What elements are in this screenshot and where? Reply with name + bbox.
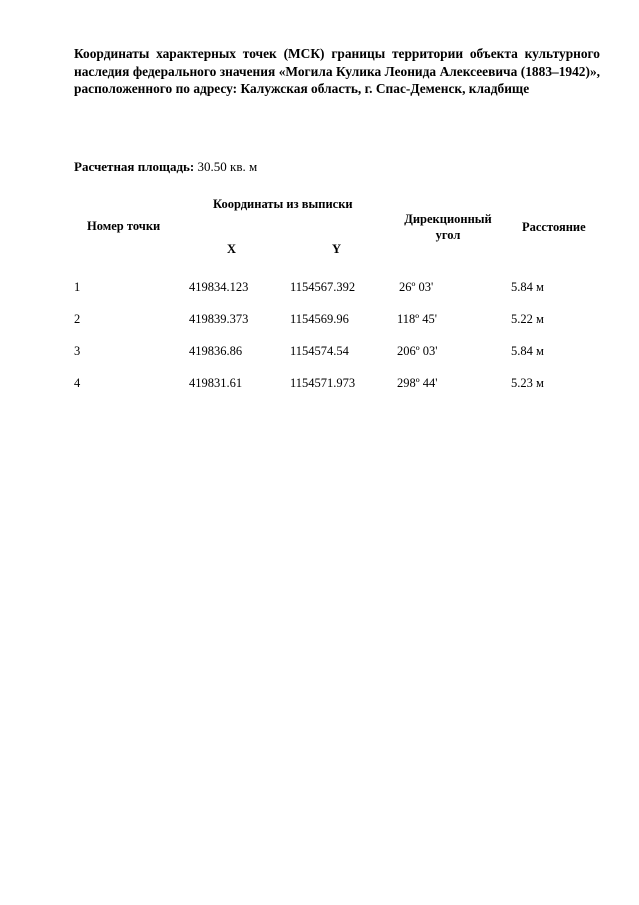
header-x: X (227, 242, 237, 256)
document-title: Координаты характерных точек (МСК) границы территории объекта культурного наследия федерального значения «Могила Кулика Леонида Алексеевича (1883–1942)», расположенного по адресу: Калужская область, г. Спас-Деменск, кладбище (74, 46, 600, 96)
header-direction-angle-line1: Дирекционный (404, 212, 492, 226)
table-cell-y: 1154569.96 (290, 312, 349, 326)
header-direction-angle-line2: угол (435, 228, 461, 242)
table-cell-y: 1154574.54 (290, 344, 349, 358)
table-cell-angle: 206º 03' (397, 344, 438, 358)
table-cell-x: 419839.373 (189, 312, 249, 326)
table-cell-distance: 5.23 м (511, 376, 544, 390)
header-coords-group: Координаты из выписки (213, 197, 353, 211)
table-cell-angle: 118º 45' (397, 312, 438, 326)
header-direction-angle (401, 211, 495, 243)
area-label: Расчетная площадь: (74, 159, 195, 174)
area-value: 30.50 кв. м (194, 159, 258, 174)
table-cell-angle: 26º 03' (399, 280, 434, 294)
table-cell-x: 419831.61 (189, 376, 243, 390)
calculated-area (74, 159, 257, 175)
table-cell-angle: 298º 44' (397, 376, 438, 390)
table-cell-num: 1 (74, 280, 81, 294)
table-cell-y: 1154567.392 (290, 280, 356, 294)
table-cell-distance: 5.84 м (511, 280, 544, 294)
table-cell-distance: 5.84 м (511, 344, 544, 358)
table-cell-num: 2 (74, 312, 81, 326)
header-distance: Расстояние (522, 220, 586, 234)
table-cell-x: 419834.123 (189, 280, 249, 294)
table-cell-x: 419836.86 (189, 344, 243, 358)
table-cell-y: 1154571.973 (290, 376, 356, 390)
table-cell-distance: 5.22 м (511, 312, 544, 326)
table-cell-num: 4 (74, 376, 81, 390)
header-point-number: Номер точки (87, 219, 161, 233)
table-cell-num: 3 (74, 344, 81, 358)
header-y: Y (332, 242, 342, 256)
